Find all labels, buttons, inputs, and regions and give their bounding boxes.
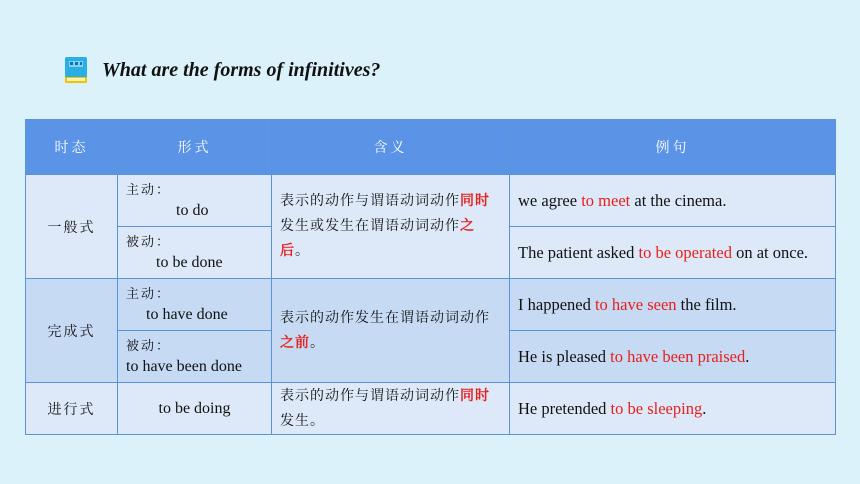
example-text: I happened xyxy=(518,295,595,314)
table-row xyxy=(26,279,836,331)
example-highlight: to meet xyxy=(581,191,631,210)
example-highlight: to have seen xyxy=(594,295,677,314)
form-value: to have been done xyxy=(126,357,242,375)
meaning-emphasis: 之后 xyxy=(280,218,475,259)
tense-cell: 完成式 xyxy=(26,279,118,383)
column-header-form: 形式 xyxy=(118,120,272,175)
form-cell: to be doing xyxy=(118,383,272,435)
form-cell-passive xyxy=(118,331,272,383)
example-text: at the cinema. xyxy=(630,191,727,210)
column-header-meaning: 含义 xyxy=(272,120,510,175)
example-text: He pretended xyxy=(518,399,611,418)
page-title: What are the forms of infinitives? xyxy=(102,58,381,81)
form-cell-active xyxy=(118,279,272,331)
meaning-text: 表示的动作发生在谓语动词动作 xyxy=(280,309,490,326)
meaning-cell xyxy=(272,383,510,435)
example-text: . xyxy=(745,347,750,366)
table-header-row xyxy=(26,120,836,175)
meaning-text: 发生或发生在谓语动词动作 xyxy=(280,218,460,234)
column-header-example: 例句 xyxy=(510,120,836,175)
meaning-text: 。 xyxy=(310,334,325,351)
meaning-emphasis: 之前 xyxy=(280,334,310,351)
example-highlight: to have been praised xyxy=(610,347,746,366)
meaning-emphasis: 同时 xyxy=(460,193,490,209)
table-row xyxy=(26,383,836,435)
form-cell-active xyxy=(118,175,272,227)
meaning-emphasis: 同时 xyxy=(460,387,490,404)
example-cell xyxy=(510,175,836,227)
infinitive-forms-table xyxy=(25,119,836,435)
meaning-text: 表示的动作与谓语动词动作 xyxy=(280,387,460,404)
table-row xyxy=(26,175,836,227)
meaning-cell xyxy=(272,175,510,279)
example-text: The patient asked xyxy=(518,243,639,262)
voice-label: 主动： xyxy=(126,182,172,198)
meaning-text: 表示的动作与谓语动词动作 xyxy=(280,193,460,209)
meaning-text: 。 xyxy=(295,243,310,259)
voice-label: 主动： xyxy=(126,286,172,302)
voice-label: 被动： xyxy=(126,338,172,354)
tense-cell: 一般式 xyxy=(26,175,118,279)
tense-cell: 进行式 xyxy=(26,383,118,435)
form-value: to be done xyxy=(156,253,223,271)
example-text: the film. xyxy=(676,295,737,314)
example-text: we agree xyxy=(518,191,582,210)
example-highlight: to be operated xyxy=(638,243,732,262)
form-value: to have done xyxy=(146,305,228,323)
example-cell xyxy=(510,383,836,435)
example-cell xyxy=(510,227,836,279)
title-row xyxy=(64,56,380,84)
meaning-text: 发生。 xyxy=(280,412,325,429)
column-header-tense: 时态 xyxy=(26,120,118,175)
example-text: He is pleased xyxy=(518,347,611,366)
example-text: on at once. xyxy=(731,243,809,262)
form-value: to do xyxy=(176,201,209,219)
form-cell-passive xyxy=(118,227,272,279)
voice-label: 被动： xyxy=(126,234,172,250)
example-text: . xyxy=(702,399,707,418)
example-highlight: to be sleeping xyxy=(610,399,703,418)
example-cell xyxy=(510,331,836,383)
meaning-cell xyxy=(272,279,510,383)
example-cell xyxy=(510,279,836,331)
book-icon xyxy=(64,56,90,84)
